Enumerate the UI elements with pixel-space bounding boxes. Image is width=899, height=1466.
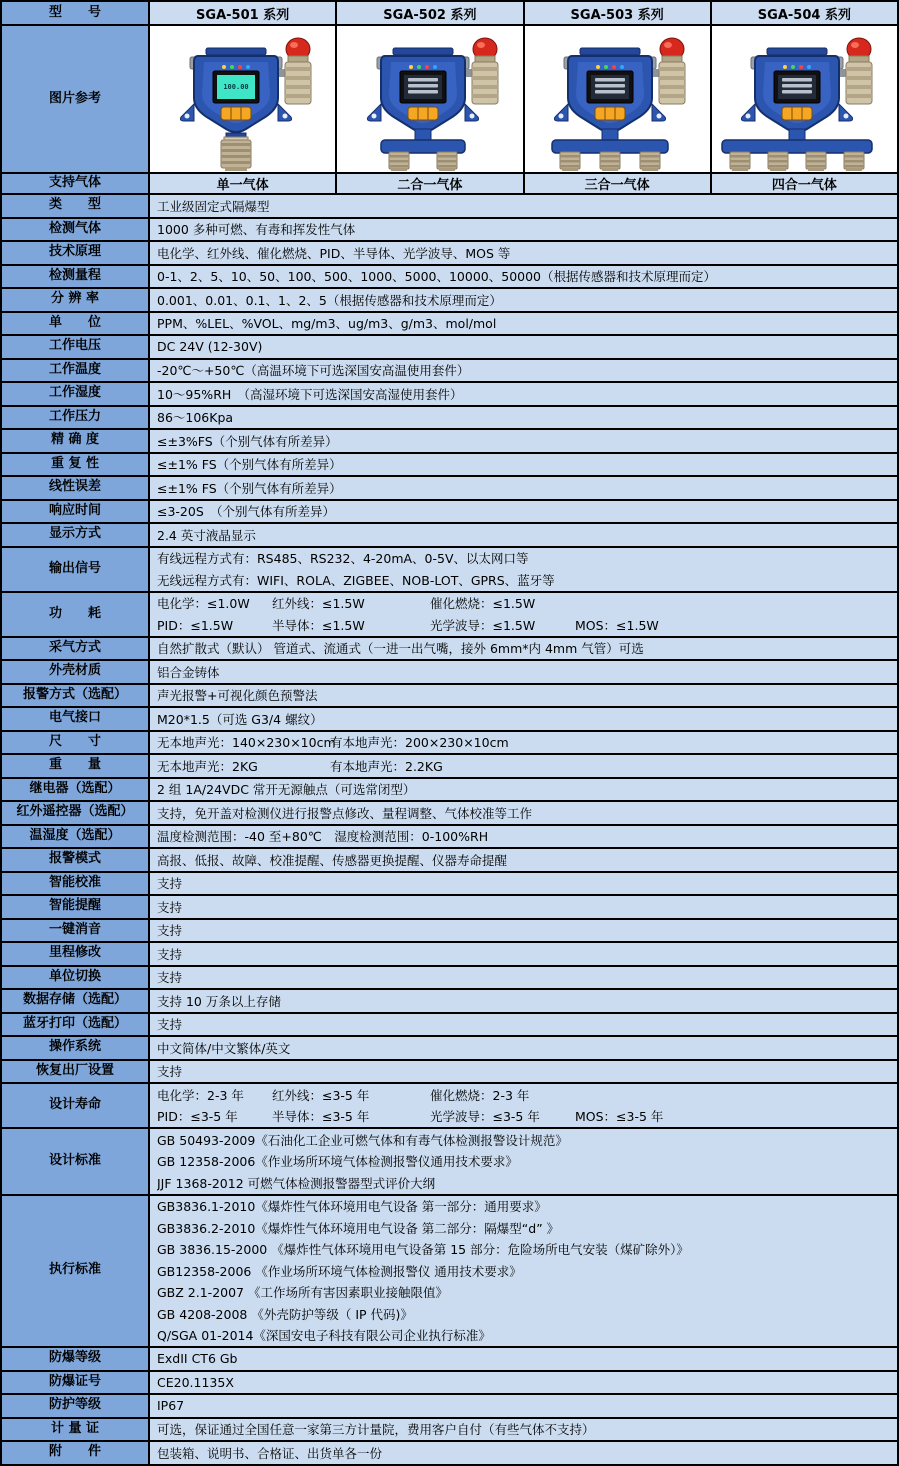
header-row (2, 2, 897, 24)
row-value: 高报、低报、故障、校准提醒、传感器更换提醒、仪器寿命提醒 (150, 849, 897, 871)
row-value: GB3836.1-2010《爆炸性气体环境用电气设备 第一部分：通用要求》 GB3836.2-2010《爆炸性气体环境用电气设备 第二部分：隔爆型“d” 》 GB 3836.15-2000 《爆炸性气体环境用电气设备第 15 部分：危险场所电气安装（煤矿除外）》 GB12358-2006 《作业场所环境气体检测报警仪 通用技术要求》 GBZ 2.1-2007 《工作场所有害因素职业接触限值》 GB 4208-2008 《外壳防护等级（ IP 代码)》 Q/SGA 01-2014《深国安电子科技有限公司企业执行标准》 (150, 1196, 897, 1347)
spec-row (2, 1035, 897, 1059)
row-value: 中文简体/中文繁体/英文 (150, 1037, 897, 1059)
row-label: 功 耗 (2, 593, 150, 636)
row-label: 单 位 (2, 313, 150, 335)
row-value: 支持 (150, 1014, 897, 1036)
gas-value-2: 二合一气体 (335, 174, 522, 193)
row-value: 有线远程方式有：RS485、RS232、4-20mA、0-5V、以太网口等 无线远程方式有：WIFI、ROLA、ZIGBEE、NOB-LOT、GPRS、蓝牙等 (150, 548, 897, 591)
row-label: 检测气体 (2, 219, 150, 241)
row-label: 重 复 性 (2, 454, 150, 476)
row-label: 操作系统 (2, 1037, 150, 1059)
row-value: 支持 10 万条以上存储 (150, 990, 897, 1012)
row-label: 设计标准 (2, 1129, 150, 1194)
spec-row (2, 334, 897, 358)
row-value: 工业级固定式隔爆型 (150, 195, 897, 217)
spec-row (2, 381, 897, 405)
spec-row (2, 358, 897, 382)
row-value: IP67 (150, 1395, 897, 1417)
row-value: 可选，保证通过全国任意一家第三方计量院，费用客户自付（有些气体不支持） (150, 1419, 897, 1441)
row-label: 工作压力 (2, 407, 150, 429)
spec-row (2, 636, 897, 660)
model-name-sga-502: SGA-502 系列 (335, 2, 522, 24)
spec-row (2, 591, 897, 636)
row-value: 2.4 英寸液晶显示 (150, 524, 897, 546)
row-value: 电化学：≤1.0W 红外线：≤1.5W 催化燃烧：≤1.5W PID：≤1.5W 半导体：≤1.5W 光学波导：≤1.5W MOS：≤1.5W (150, 593, 897, 636)
spec-row (2, 683, 897, 707)
row-label: 重 量 (2, 755, 150, 777)
row-label: 输出信号 (2, 548, 150, 591)
spec-row (2, 941, 897, 965)
row-label: 技术原理 (2, 242, 150, 264)
spec-row (2, 240, 897, 264)
row-value: GB 50493-2009《石油化工企业可燃气体和有毒气体检测报警设计规范》 GB 12358-2006《作业场所环境气体检测报警仪通用技术要求》 JJF 1368-2012 可燃气体检测报警器型式评价大纲 (150, 1129, 897, 1194)
row-label: 防护等级 (2, 1395, 150, 1417)
row-value: DC 24V (12-30V) (150, 336, 897, 358)
row-value: 自然扩散式（默认） 管道式、流通式（一进一出气嘴，接外 6mm*内 4mm 气管）可选 (150, 638, 897, 660)
spec-row (2, 1393, 897, 1417)
row-label: 蓝牙打印（选配） (2, 1014, 150, 1036)
row-value: 支持 (150, 873, 897, 895)
row-label: 工作湿度 (2, 383, 150, 405)
row-value: 0-1、2、5、10、50、100、500、1000、5000、10000、50000（根据传感器和技术原理而定） (150, 266, 897, 288)
spec-row (2, 777, 897, 801)
row-label: 附 件 (2, 1442, 150, 1464)
gas-value-3: 三合一气体 (523, 174, 710, 193)
model-name-sga-501: SGA-501 系列 (150, 2, 335, 24)
row-label: 数据存储（选配） (2, 990, 150, 1012)
row-label: 单位切换 (2, 967, 150, 989)
product-image-sga-504 (710, 26, 897, 172)
row-label: 设计寿命 (2, 1084, 150, 1127)
row-value: ≤±1% FS（个别气体有所差异） (150, 477, 897, 499)
row-value: 支持 (150, 1061, 897, 1083)
row-value: 支持 (150, 967, 897, 989)
row-value: CE20.1135X (150, 1372, 897, 1394)
spec-row (2, 546, 897, 591)
spec-row (2, 988, 897, 1012)
spec-row (2, 193, 897, 217)
spec-row (2, 264, 897, 288)
spec-row (2, 1059, 897, 1083)
row-label: 恢复出厂设置 (2, 1061, 150, 1083)
spec-rows (2, 193, 897, 1464)
spec-row (2, 730, 897, 754)
row-value: 无本地声光：2KG 有本地声光：2.2KG (150, 755, 897, 777)
gas-cells (150, 174, 897, 193)
row-value: 1000 多种可燃、有毒和挥发性气体 (150, 219, 897, 241)
row-value: 温度检测范围：-40 至+80℃ 湿度检测范围：0-100%RH (150, 826, 897, 848)
row-value: 2 组 1A/24VDC 常开无源触点（可选常闭型） (150, 779, 897, 801)
row-value: 电化学：2-3 年 红外线：≤3-5 年 催化燃烧：2-3 年 PID：≤3-5 年 半导体：≤3-5 年 光学波导：≤3-5 年 MOS：≤3-5 年 (150, 1084, 897, 1127)
spec-row (2, 965, 897, 989)
spec-row (2, 871, 897, 895)
row-label: 电气接口 (2, 708, 150, 730)
row-label: 检测量程 (2, 266, 150, 288)
row-value: 铝合金铸体 (150, 661, 897, 683)
row-label: 防爆证号 (2, 1372, 150, 1394)
row-label: 工作电压 (2, 336, 150, 358)
spec-row (2, 522, 897, 546)
row-value: ≤3-20S （个别气体有所差异） (150, 501, 897, 523)
spec-row (2, 753, 897, 777)
spec-row (2, 217, 897, 241)
gas-value-4: 四合一气体 (710, 174, 897, 193)
svg-text:100.00: 100.00 (222, 83, 249, 91)
row-value: 支持，免开盖对检测仪进行报警点修改、量程调整、气体校准等工作 (150, 802, 897, 824)
row-value: 86～106Kpa (150, 407, 897, 429)
row-label: 智能校准 (2, 873, 150, 895)
row-label: 执行标准 (2, 1196, 150, 1347)
row-label: 分 辨 率 (2, 289, 150, 311)
row-value: 电化学、红外线、催化燃烧、PID、半导体、光学波导、MOS 等 (150, 242, 897, 264)
header-label: 型 号 (2, 2, 150, 24)
row-label: 报警模式 (2, 849, 150, 871)
row-label: 类 型 (2, 195, 150, 217)
row-label: 温湿度（选配） (2, 826, 150, 848)
model-name-sga-503: SGA-503 系列 (523, 2, 710, 24)
row-label: 计 量 证 (2, 1419, 150, 1441)
row-label: 防爆等级 (2, 1348, 150, 1370)
row-value: 支持 (150, 920, 897, 942)
row-value: 包装箱、说明书、合格证、出货单各一份 (150, 1442, 897, 1464)
spec-row (2, 428, 897, 452)
row-value: ≤±1% FS（个别气体有所差异） (150, 454, 897, 476)
row-label: 外壳材质 (2, 661, 150, 683)
spec-row (2, 1440, 897, 1464)
row-value: 支持 (150, 943, 897, 965)
gas-row-label: 支持气体 (2, 174, 150, 193)
row-label: 精 确 度 (2, 430, 150, 452)
row-label: 继电器（选配） (2, 779, 150, 801)
row-value: 10～95%RH （高湿环境下可选深国安高湿使用套件） (150, 383, 897, 405)
row-value: ExdII CT6 Gb (150, 1348, 897, 1370)
image-row (2, 24, 897, 172)
spec-row (2, 800, 897, 824)
image-row-label: 图片参考 (2, 26, 150, 172)
row-label: 响应时间 (2, 501, 150, 523)
row-label: 智能提醒 (2, 896, 150, 918)
row-value: M20*1.5（可选 G3/4 螺纹） (150, 708, 897, 730)
row-label: 一键消音 (2, 920, 150, 942)
spec-row (2, 1370, 897, 1394)
row-label: 工作温度 (2, 360, 150, 382)
spec-row (2, 659, 897, 683)
row-label: 里程修改 (2, 943, 150, 965)
spec-row (2, 847, 897, 871)
product-image-sga-502 (335, 26, 522, 172)
row-value: 声光报警+可视化颜色预警法 (150, 685, 897, 707)
spec-row (2, 1127, 897, 1194)
spec-row (2, 1417, 897, 1441)
row-label: 报警方式（选配） (2, 685, 150, 707)
row-label: 尺 寸 (2, 732, 150, 754)
spec-row (2, 824, 897, 848)
spec-row (2, 1346, 897, 1370)
spec-row (2, 918, 897, 942)
row-label: 红外遥控器（选配） (2, 802, 150, 824)
product-image-sga-501 (150, 26, 335, 172)
model-name-sga-504: SGA-504 系列 (710, 2, 897, 24)
row-label: 显示方式 (2, 524, 150, 546)
spec-row (2, 475, 897, 499)
row-value: 0.001、0.01、0.1、1、2、5（根据传感器和技术原理而定） (150, 289, 897, 311)
row-value: 支持 (150, 896, 897, 918)
product-images (150, 26, 897, 172)
spec-row (2, 706, 897, 730)
spec-row (2, 405, 897, 429)
row-label: 线性误差 (2, 477, 150, 499)
row-value: -20℃～+50℃（高温环境下可选深国安高温使用套件） (150, 360, 897, 382)
spec-row (2, 894, 897, 918)
spec-row (2, 1082, 897, 1127)
row-value: ≤±3%FS（个别气体有所差异） (150, 430, 897, 452)
spec-row (2, 287, 897, 311)
gas-value-1: 单一气体 (150, 174, 335, 193)
spec-row (2, 311, 897, 335)
row-value: PPM、%LEL、%VOL、mg/m3、ug/m3、g/m3、mol/mol (150, 313, 897, 335)
spec-row (2, 1194, 897, 1347)
header-cells (150, 2, 897, 24)
row-value: 无本地声光：140×230×10cm 有本地声光：200×230×10cm (150, 732, 897, 754)
spec-row (2, 499, 897, 523)
gas-row (2, 172, 897, 193)
spec-row (2, 452, 897, 476)
row-label: 采气方式 (2, 638, 150, 660)
spec-row (2, 1012, 897, 1036)
product-image-sga-503 (523, 26, 710, 172)
